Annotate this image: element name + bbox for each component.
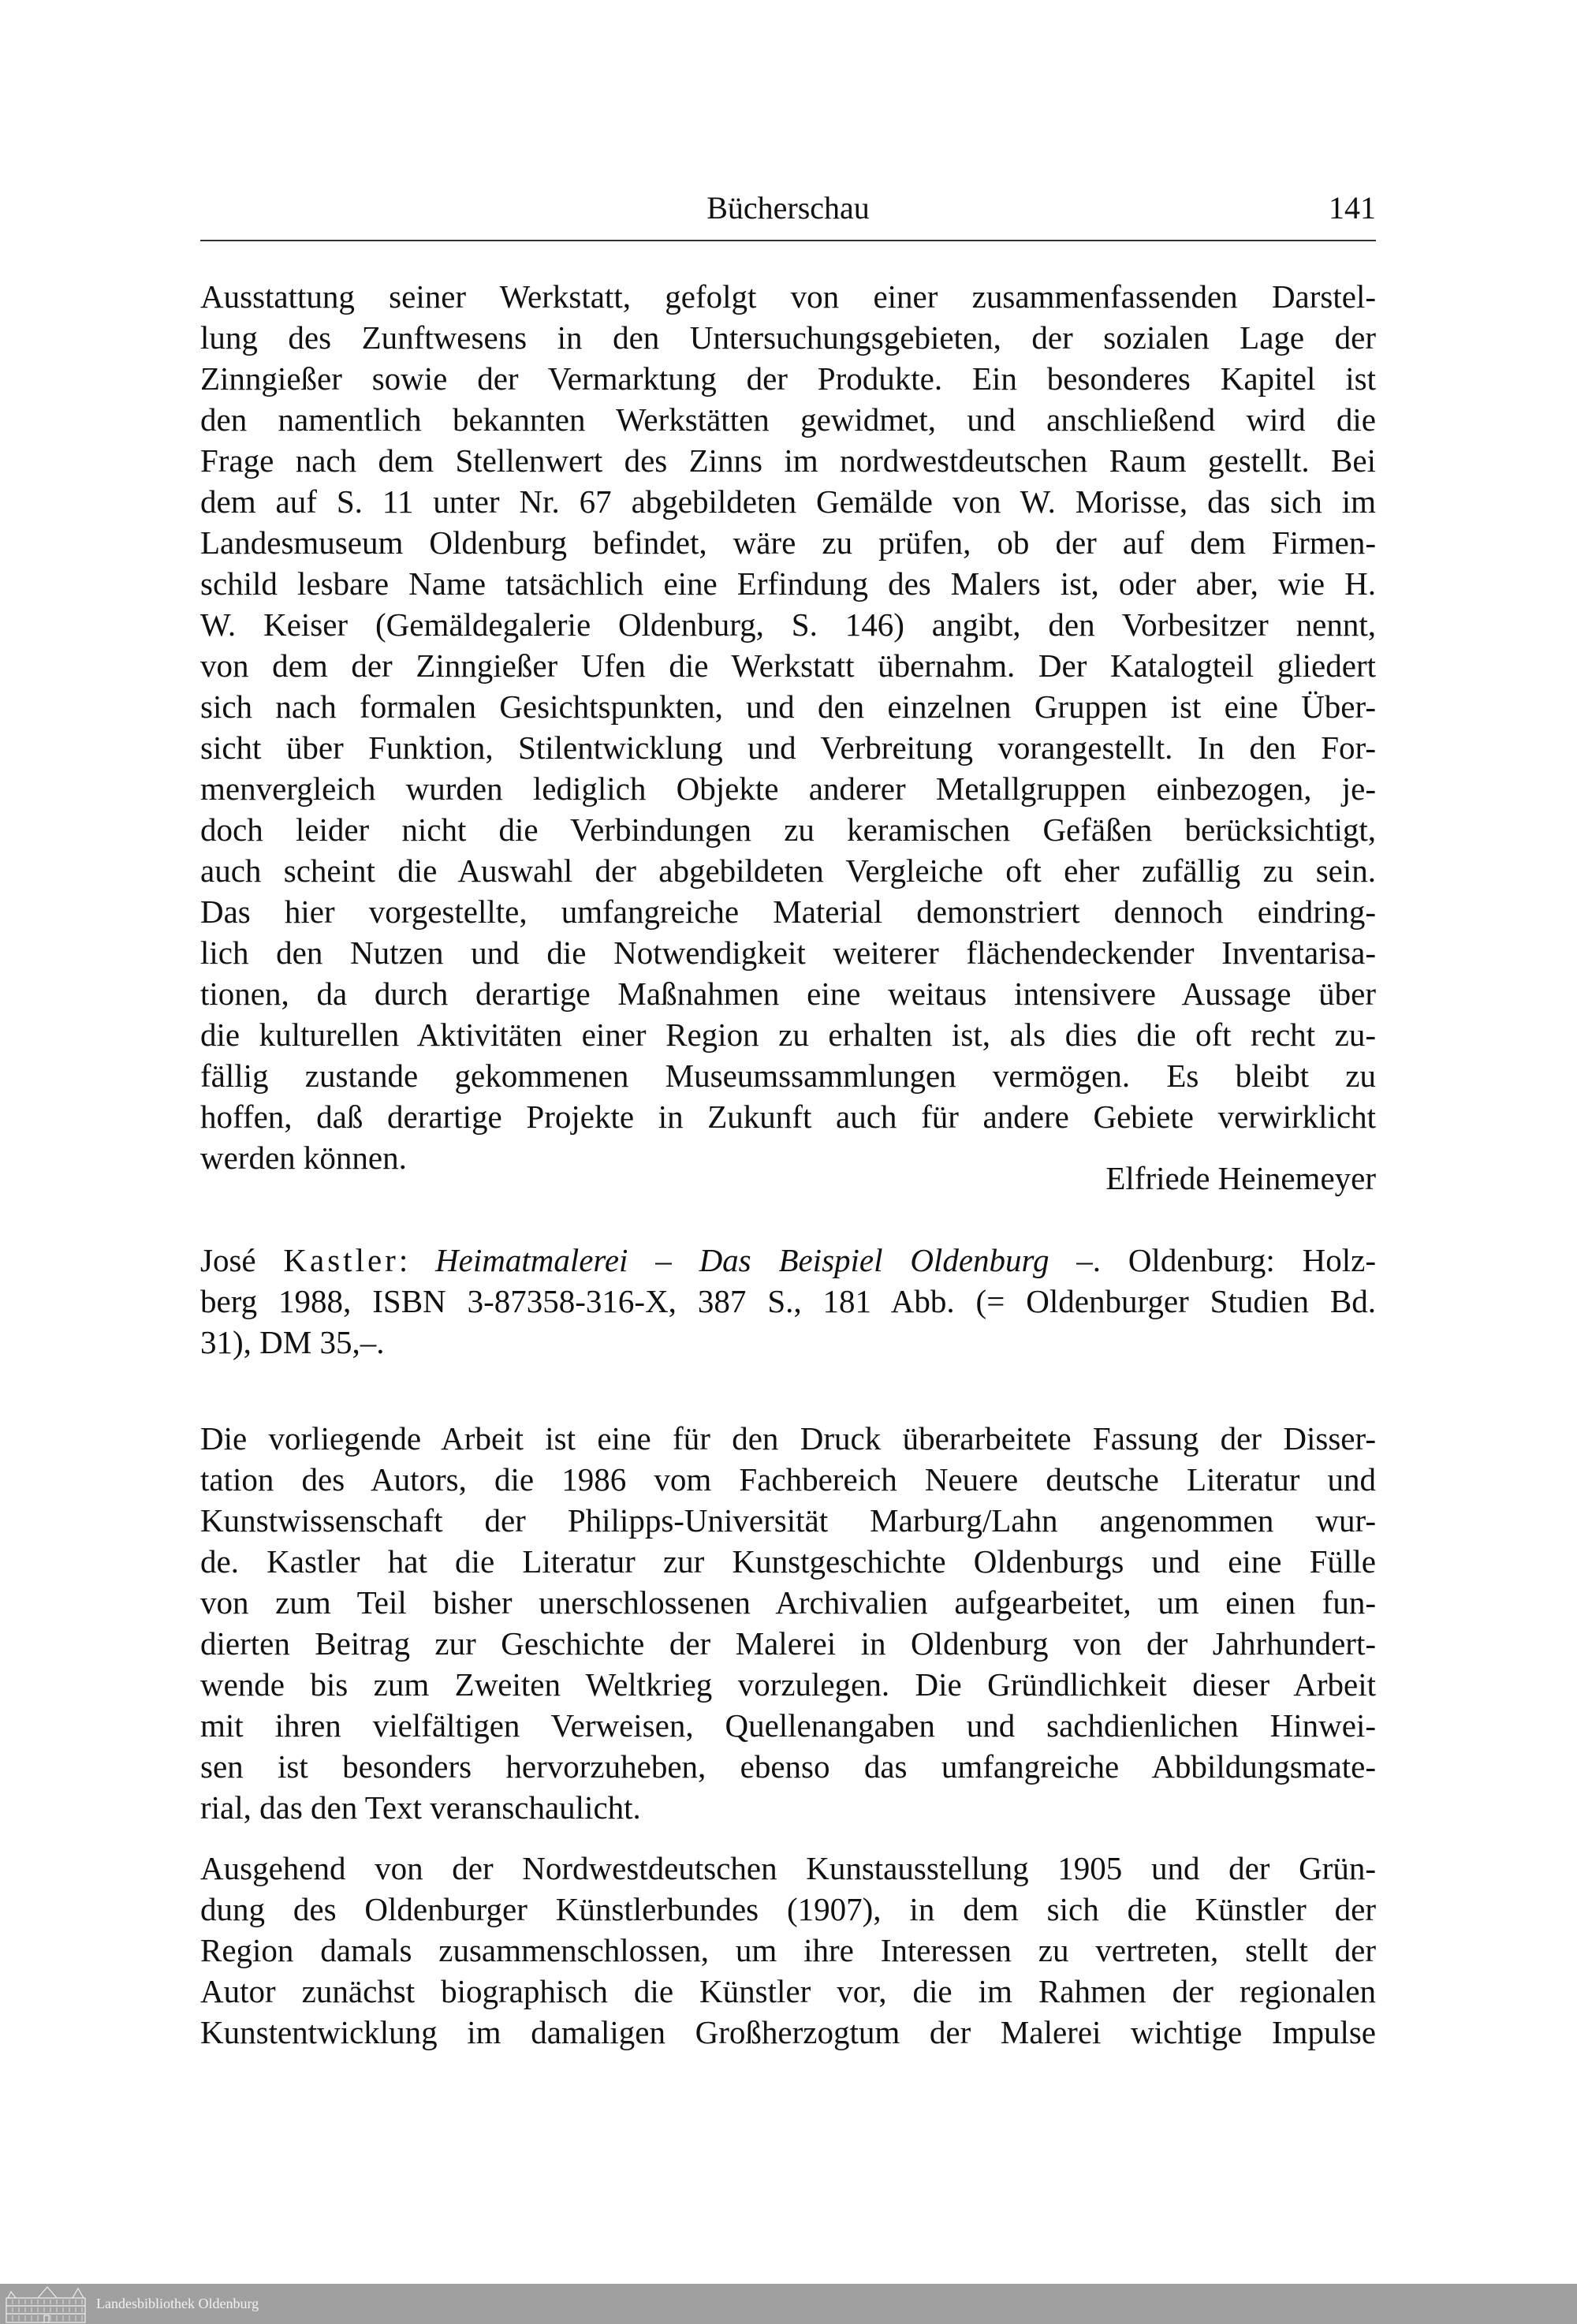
text-line: wende bis zum Zweiten Weltkrieg vorzulegen. Die Gründlichkeit dieser Arbeit [200,1666,1376,1703]
text-line: Region damals zusammenschlossen, um ihre Interessen zu vertreten, stellt der [200,1932,1376,1968]
text-line: dung des Oldenburger Künstlerbundes (1907), in dem sich die Künstler der [200,1891,1376,1927]
text-line: sen ist besonders hervorzuheben, ebenso das umfangreiche Abbildungsmate- [200,1748,1376,1785]
text-line: tionen, da durch derartige Maßnahmen eine weitaus intensivere Aussage über [200,975,1376,1012]
text-line: mit ihren vielfältigen Verweisen, Quellenangaben und sachdienlichen Hinwei- [200,1707,1376,1744]
library-name: Landesbibliothek Oldenburg [96,2296,259,2311]
section-title: Bücherschau [706,190,870,226]
text-line: dierten Beitrag zur Geschichte der Malerei in Oldenburg von der Jahrhundert- [200,1625,1376,1662]
review2-paragraph-1 [200,1418,1376,1828]
citation-separator: : [398,1242,436,1278]
citation-line: 31), DM 35,–. [200,1324,385,1360]
citation-line: berg 1988, ISBN 3-87358-316-X, 387 S., 181 Abb. (= Oldenburger Studien Bd. [200,1283,1376,1319]
header-rule [200,240,1376,241]
text-line: Kunstentwicklung im damaligen Großherzogtum der Malerei wichtige Impulse [200,2014,1376,2050]
text-line: von zum Teil bisher unerschlossenen Archivalien aufgearbeitet, um einen fun- [200,1584,1376,1621]
text-line: Das hier vorgestellte, umfangreiche Material demonstriert dennoch eindring- [200,893,1376,930]
text-line: Frage nach dem Stellenwert des Zinns im nordwestdeutschen Raum gestellt. Bei [200,442,1376,479]
text-line: von dem der Zinngießer Ufen die Werkstatt übernahm. Der Katalogteil gliedert [200,647,1376,684]
text-line: auch scheint die Auswahl der abgebildeten Vergleiche oft eher zufällig zu sein. [200,852,1376,889]
text-line: rial, das den Text veranschaulicht. [200,1789,641,1826]
text-line: Kunstwissenschaft der Philipps-Universität Marburg/Lahn angenommen wur- [200,1502,1376,1539]
book-title: Heimatmalerei – Das Beispiel Oldenburg [435,1242,1049,1278]
text-line: fällig zustande gekommenen Museumssammlungen vermögen. Es bleibt zu [200,1058,1376,1094]
review2-citation [200,1240,1376,1363]
page-number: 141 [1329,190,1376,226]
text-line: Autor zunächst biographisch die Künstler vor, die im Rahmen der regionalen [200,1973,1376,2009]
text-line: dem auf S. 11 unter Nr. 67 abgebildeten Gemälde von W. Morisse, das sich im [200,483,1376,520]
text-line: schild lesbare Name tatsächlich eine Erfindung des Malers ist, oder aber, wie H. [200,565,1376,602]
citation-publisher: –. Oldenburg: Holz- [1049,1242,1376,1278]
review2-paragraph-2 [200,1848,1376,2053]
text-line: werden können. [200,1140,407,1176]
text-line: Ausstattung seiner Werkstatt, gefolgt von einer zusammenfassenden Darstel- [200,278,1376,315]
text-line: Die vorliegende Arbeit ist eine für den Druck überarbeitete Fassung der Disser- [200,1420,1376,1457]
text-line: Ausgehend von der Nordwestdeutschen Kunstausstellung 1905 und der Grün- [200,1850,1376,1886]
text-line: lich den Nutzen und die Notwendigkeit weiterer flächendeckender Inventarisa- [200,934,1376,971]
text-line: doch leider nicht die Verbindungen zu keramischen Gefäßen berücksichtigt, [200,811,1376,848]
text-line: lung des Zunftwesens in den Untersuchungsgebieten, der sozialen Lage der [200,319,1376,356]
text-line: hoffen, daß derartige Projekte in Zukunft auch für andere Gebiete verwirklicht [200,1099,1376,1135]
review1-signature: Elfriede Heinemeyer [1105,1160,1376,1196]
library-footer-bar [0,2284,1577,2324]
text-line: sicht über Funktion, Stilentwicklung und Verbreitung vorangestellt. In den For- [200,729,1376,766]
text-line: de. Kastler hat die Literatur zur Kunstgeschichte Oldenburgs und eine Fülle [200,1543,1376,1580]
text-line: Landesmuseum Oldenburg befindet, wäre zu prüfen, ob der auf dem Firmen- [200,524,1376,561]
author-surname: Kastler [283,1242,399,1278]
running-header [200,189,1376,237]
citation-line [200,1240,1376,1281]
text-line: die kulturellen Aktivitäten einer Region zu erhalten ist, als dies die oft recht zu- [200,1017,1376,1053]
text-line: den namentlich bekannten Werkstätten gewidmet, und anschließend wird die [200,401,1376,438]
text-line: W. Keiser (Gemäldegalerie Oldenburg, S. 146) angibt, den Vorbesitzer nennt, [200,606,1376,643]
text-line: Zinngießer sowie der Vermarktung der Produkte. Ein besonderes Kapitel ist [200,360,1376,397]
text-line: sich nach formalen Gesichtspunkten, und den einzelnen Gruppen ist eine Über- [200,688,1376,725]
text-line: tation des Autors, die 1986 vom Fachbereich Neuere deutsche Literatur und [200,1461,1376,1498]
author-first-name: José [200,1242,256,1278]
library-building-logo-icon [5,2285,88,2323]
review1-paragraph [200,276,1376,1178]
text-line: menvergleich wurden lediglich Objekte anderer Metallgruppen einbezogen, je- [200,770,1376,807]
